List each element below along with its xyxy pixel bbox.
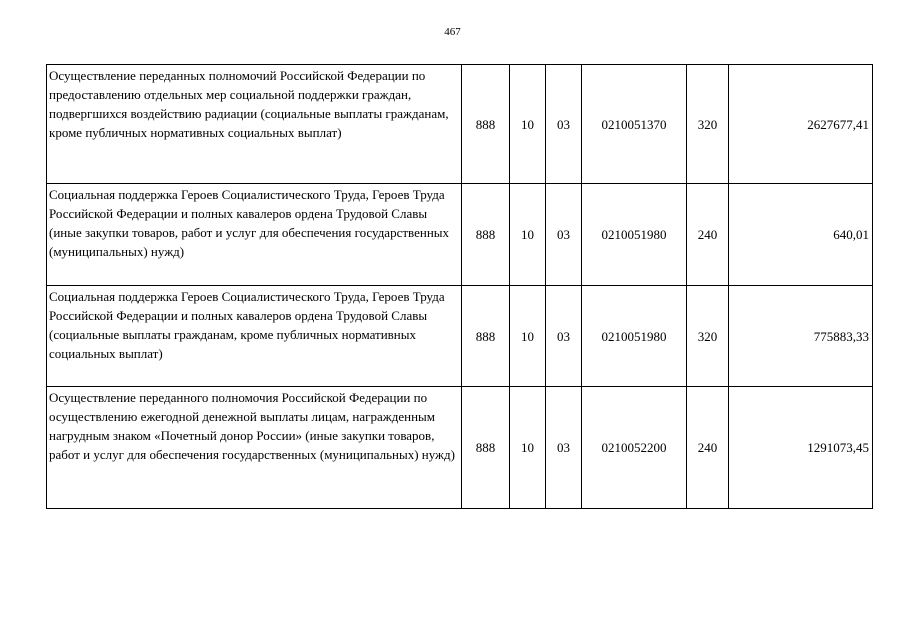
- amount-value: 1291073,45: [729, 387, 873, 509]
- section-code: 10: [510, 65, 546, 184]
- subsection-code: 03: [546, 65, 582, 184]
- expense-type-code: 320: [687, 286, 729, 387]
- subsection-code: 03: [546, 286, 582, 387]
- ministry-code: 888: [462, 65, 510, 184]
- ministry-code: 888: [462, 184, 510, 286]
- row-description: Осуществление переданного полномочия Российской Федерации по осуществлению ежегодной денежной выплаты лицам, награжденным нагрудным знаком «Почетный донор России» (иные закупки товаров, работ и услуг для обеспечения государственных (муниципальных) нужд): [47, 387, 462, 509]
- ministry-code: 888: [462, 286, 510, 387]
- row-description: Социальная поддержка Героев Социалистического Труда, Героев Труда Российской Федерации и полных кавалеров ордена Трудовой Славы (социальные выплаты гражданам, кроме публичных нормативных социальных выплат): [47, 286, 462, 387]
- section-code: 10: [510, 387, 546, 509]
- target-article-code: 0210052200: [582, 387, 687, 509]
- target-article-code: 0210051980: [582, 286, 687, 387]
- page-number: 467: [444, 26, 461, 38]
- table-row: [47, 65, 873, 184]
- amount-value: 775883,33: [729, 286, 873, 387]
- section-code: 10: [510, 184, 546, 286]
- target-article-code: 0210051980: [582, 184, 687, 286]
- budget-table: [46, 64, 873, 509]
- ministry-code: 888: [462, 387, 510, 509]
- expense-type-code: 320: [687, 65, 729, 184]
- section-code: 10: [510, 286, 546, 387]
- amount-value: 640,01: [729, 184, 873, 286]
- expense-type-code: 240: [687, 387, 729, 509]
- table-row: [47, 286, 873, 387]
- row-description: Социальная поддержка Героев Социалистического Труда, Героев Труда Российской Федерации и полных кавалеров ордена Трудовой Славы (иные закупки товаров, работ и услуг для обеспечения государственных (муниципальных) нужд): [47, 184, 462, 286]
- subsection-code: 03: [546, 387, 582, 509]
- row-description: Осуществление переданных полномочий Российской Федерации по предоставлению отдельных мер социальной поддержки граждан, подвергшихся воздействию радиации (социальные выплаты гражданам, кроме публичных нормативных социальных выплат): [47, 65, 462, 184]
- table-row: [47, 184, 873, 286]
- target-article-code: 0210051370: [582, 65, 687, 184]
- subsection-code: 03: [546, 184, 582, 286]
- table-row: [47, 387, 873, 509]
- amount-value: 2627677,41: [729, 65, 873, 184]
- expense-type-code: 240: [687, 184, 729, 286]
